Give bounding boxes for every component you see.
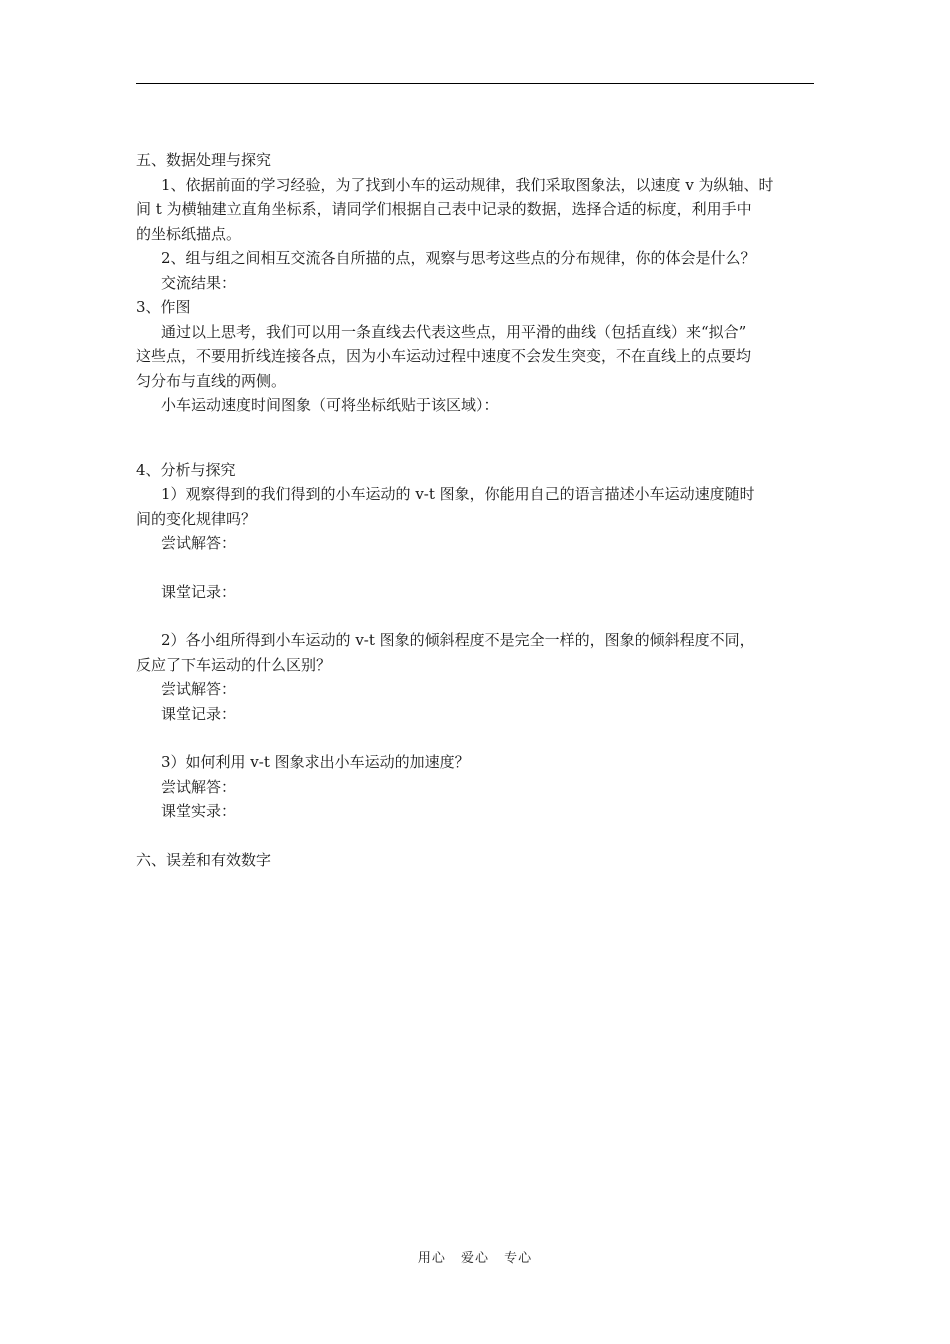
section-5-title: 五、数据处理与探究 (136, 151, 272, 169)
question-1-line: 1）观察得到的我们得到的小车运动的 v-t 图象，你能用自己的语言描述小车运动速度随时 (161, 485, 755, 503)
paragraph-line: 匀分布与直线的两侧。 (136, 371, 287, 390)
class-record-label: 课堂记录： (161, 582, 237, 601)
paragraph-line: 这些点，不要用折线连接各点，因为小车运动过程中速度不会发生突变，不在直线上的点要均 (136, 347, 752, 365)
paragraph-line: 的坐标纸描点。 (136, 224, 242, 243)
question-3-line: 3）如何利用 v-t 图象求出小车运动的加速度？ (161, 753, 470, 771)
section-3-title: 3、作图 (136, 298, 191, 316)
paragraph-line: 间 t 为横轴建立直角坐标系，请同学们根据自己表中记录的数据，选择合适的标度，利用手中 (136, 200, 752, 218)
class-record-label: 课堂记录： (161, 704, 237, 723)
paragraph-line: 通过以上思考，我们可以用一条直线去代表这些点，用平滑的曲线（包括直线）来“拟合” (161, 322, 747, 341)
page-footer (0, 1247, 950, 1266)
section-6-title: 六、误差和有效数字 (136, 850, 272, 869)
try-answer-label: 尝试解答： (161, 534, 237, 552)
header-rule (136, 83, 814, 84)
footer-word: 爱心 (460, 1251, 489, 1266)
question-2-line: 反应了下车运动的什么区别？ (136, 655, 332, 674)
paragraph-line: 1、依据前面的学习经验，为了找到小车的运动规律，我们采取图象法，以速度 v 为纵轴、时 (161, 175, 774, 194)
exchange-result-label: 交流结果： (161, 273, 237, 292)
question-1-line: 间的变化规律吗？ (136, 509, 257, 528)
footer-word: 专心 (504, 1251, 533, 1266)
try-answer-label: 尝试解答： (161, 777, 237, 796)
paragraph-line: 2、组与组之间相互交流各自所描的点，观察与思考这些点的分布规律，你的体会是什么？ (161, 249, 756, 267)
class-record-label: 课堂实录： (161, 802, 237, 820)
section-4-title: 4、分析与探究 (136, 460, 236, 479)
try-answer-label: 尝试解答： (161, 680, 237, 698)
footer-word: 用心 (417, 1251, 446, 1266)
document-body (136, 148, 816, 872)
question-2-line: 2）各小组所得到小车运动的 v-t 图象的倾斜程度不是完全一样的，图象的倾斜程度不同， (161, 631, 755, 649)
graph-area-label: 小车运动速度时间图象（可将坐标纸贴于该区域）： (161, 396, 499, 414)
